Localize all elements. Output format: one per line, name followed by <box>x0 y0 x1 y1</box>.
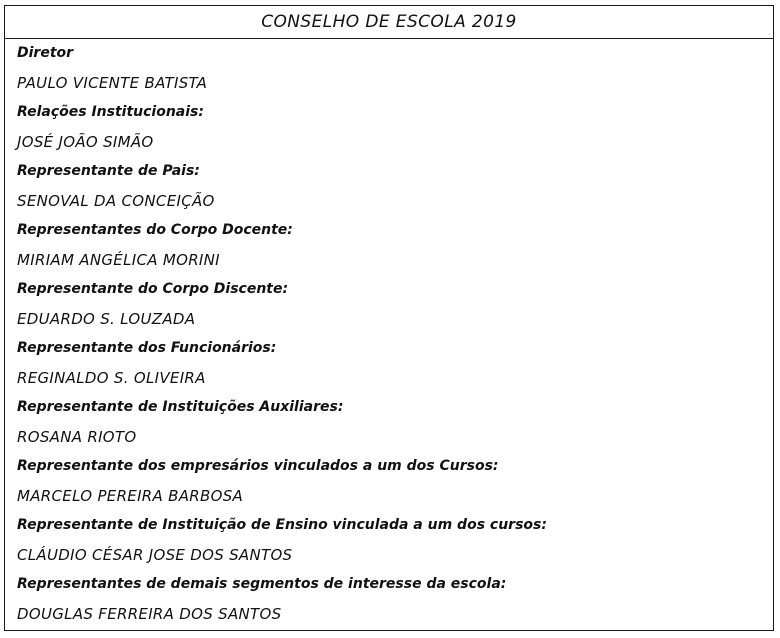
member-entry <box>17 157 773 216</box>
member-entry <box>17 452 773 511</box>
role-label: Representante dos Funcionários: <box>17 340 277 356</box>
title-row <box>5 6 773 39</box>
role-label: Representante de Instituição de Ensino vinculada a um dos cursos: <box>17 517 547 533</box>
role-label: Representantes de demais segmentos de interesse da escola: <box>17 576 507 592</box>
role-label: Representante de Instituições Auxiliares: <box>17 399 344 415</box>
member-entry <box>17 39 773 98</box>
role-label: Diretor <box>17 45 74 61</box>
member-entry <box>17 334 773 393</box>
role-label: Representante dos empresários vinculados a um dos Cursos: <box>17 458 499 474</box>
member-entry <box>17 98 773 157</box>
member-name: REGINALDO S. OLIVEIRA <box>17 368 206 387</box>
page-title: CONSELHO DE ESCOLA 2019 <box>261 12 517 32</box>
member-name: EDUARDO S. LOUZADA <box>17 309 196 328</box>
role-label: Relações Institucionais: <box>17 104 204 120</box>
role-label: Representante de Pais: <box>17 163 200 179</box>
council-table <box>4 5 774 631</box>
member-entry <box>17 275 773 334</box>
member-name: CLÁUDIO CÉSAR JOSE DOS SANTOS <box>17 545 293 564</box>
member-name: DOUGLAS FERREIRA DOS SANTOS <box>17 604 282 623</box>
member-name: SENOVAL DA CONCEIÇÃO <box>17 191 215 210</box>
member-entry <box>17 511 773 570</box>
member-name: MARCELO PEREIRA BARBOSA <box>17 486 244 505</box>
member-name: PAULO VICENTE BATISTA <box>17 73 208 92</box>
member-name: JOSÉ JOÃO SIMÃO <box>17 132 154 151</box>
role-label: Representantes do Corpo Docente: <box>17 222 293 238</box>
member-name: ROSANA RIOTO <box>17 427 137 446</box>
member-entry <box>17 216 773 275</box>
member-entry <box>17 393 773 452</box>
member-name: MIRIAM ANGÉLICA MORINI <box>17 250 220 269</box>
role-label: Representante do Corpo Discente: <box>17 281 289 297</box>
member-list <box>5 39 773 629</box>
member-entry <box>17 570 773 629</box>
